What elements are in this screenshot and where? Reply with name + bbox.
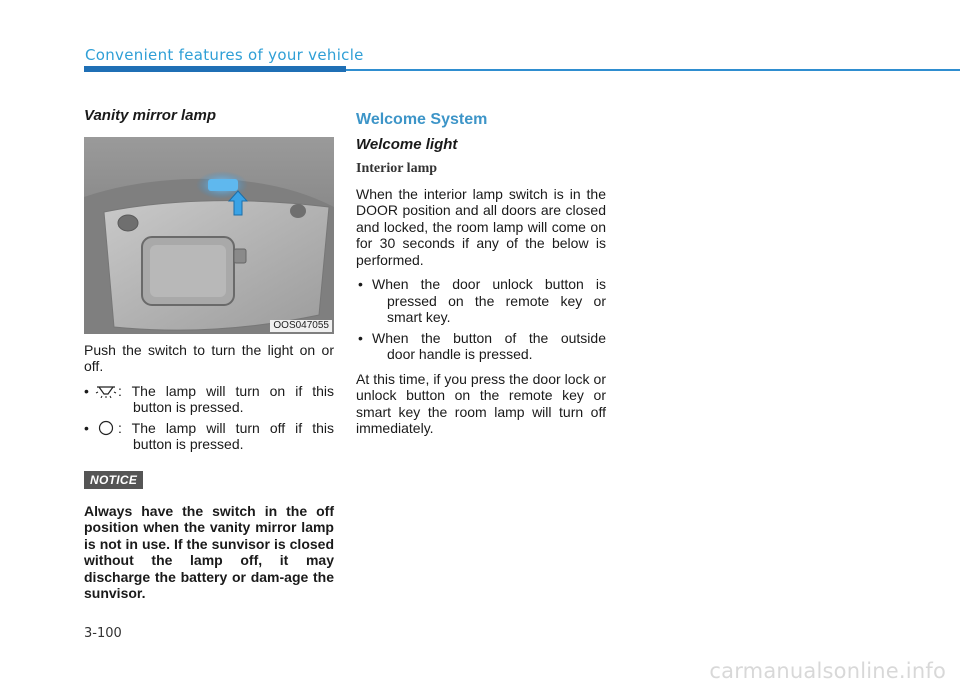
welcome-light-heading: Welcome light bbox=[356, 135, 458, 153]
vanity-mirror-illustration bbox=[84, 137, 334, 334]
room-lamp-off-paragraph: At this time, if you press the door lock or unlock button on the remote key or smart key the room lamp will turn off immediately. bbox=[356, 370, 606, 436]
lamp-on-item bbox=[84, 383, 334, 416]
welcome-bullet-item bbox=[356, 330, 606, 363]
figure-code: OOS047055 bbox=[270, 320, 332, 332]
page-header bbox=[0, 0, 960, 80]
bullet-dot: • bbox=[84, 419, 89, 436]
bullet-dot: • bbox=[358, 276, 363, 292]
header-bar-thin bbox=[346, 69, 960, 71]
vanity-mirror-figure bbox=[84, 137, 334, 334]
bullet-dot: • bbox=[358, 329, 363, 346]
lamp-off-text-first: : The lamp will turn off if this bbox=[118, 419, 334, 436]
vanity-intro-text: Push the switch to turn the light on or off. bbox=[84, 341, 334, 374]
header-title: Convenient features of your vehicle bbox=[85, 46, 364, 64]
lamp-on-icon bbox=[94, 383, 118, 399]
notice-text: Always have the switch in the off position when the vanity mirror lamp is not in use. If the sunvisor is closed without the lamp off, it may discharge the battery or dam-age the sunvisor. bbox=[84, 502, 334, 601]
interior-lamp-heading: Interior lamp bbox=[356, 161, 438, 176]
bullet-dot: • bbox=[84, 382, 89, 399]
lamp-off-icon bbox=[94, 420, 118, 436]
header-bar-thick bbox=[84, 66, 346, 72]
page-number: 3-100 bbox=[84, 626, 122, 641]
watermark-text: carmanualsonline.info bbox=[709, 659, 946, 683]
lamp-off-text-second: button is pressed. bbox=[133, 436, 244, 452]
notice-badge: NOTICE bbox=[84, 471, 143, 489]
left-column bbox=[84, 108, 334, 602]
vanity-mirror-heading: Vanity mirror lamp bbox=[84, 107, 216, 124]
right-column bbox=[356, 108, 606, 445]
bullet-rest: door handle is pressed. bbox=[387, 346, 533, 362]
lamp-on-text-second: button is pressed. bbox=[133, 399, 244, 415]
lamp-on-text-first: : The lamp will turn on if this bbox=[118, 382, 334, 399]
bullet-rest: pressed on the remote key or smart key. bbox=[387, 292, 606, 325]
welcome-bullet-item bbox=[356, 276, 606, 326]
bullet-first-line: When the button of the outside bbox=[372, 329, 606, 346]
lamp-off-item bbox=[84, 420, 334, 453]
welcome-system-heading: Welcome System bbox=[356, 111, 488, 128]
bullet-first-line: When the door unlock button is bbox=[372, 276, 606, 292]
interior-lamp-paragraph: When the interior lamp switch is in the DOOR position and all doors are closed and locked, the room lamp will come on for 30 seconds if any of the below is performed. bbox=[356, 185, 606, 268]
